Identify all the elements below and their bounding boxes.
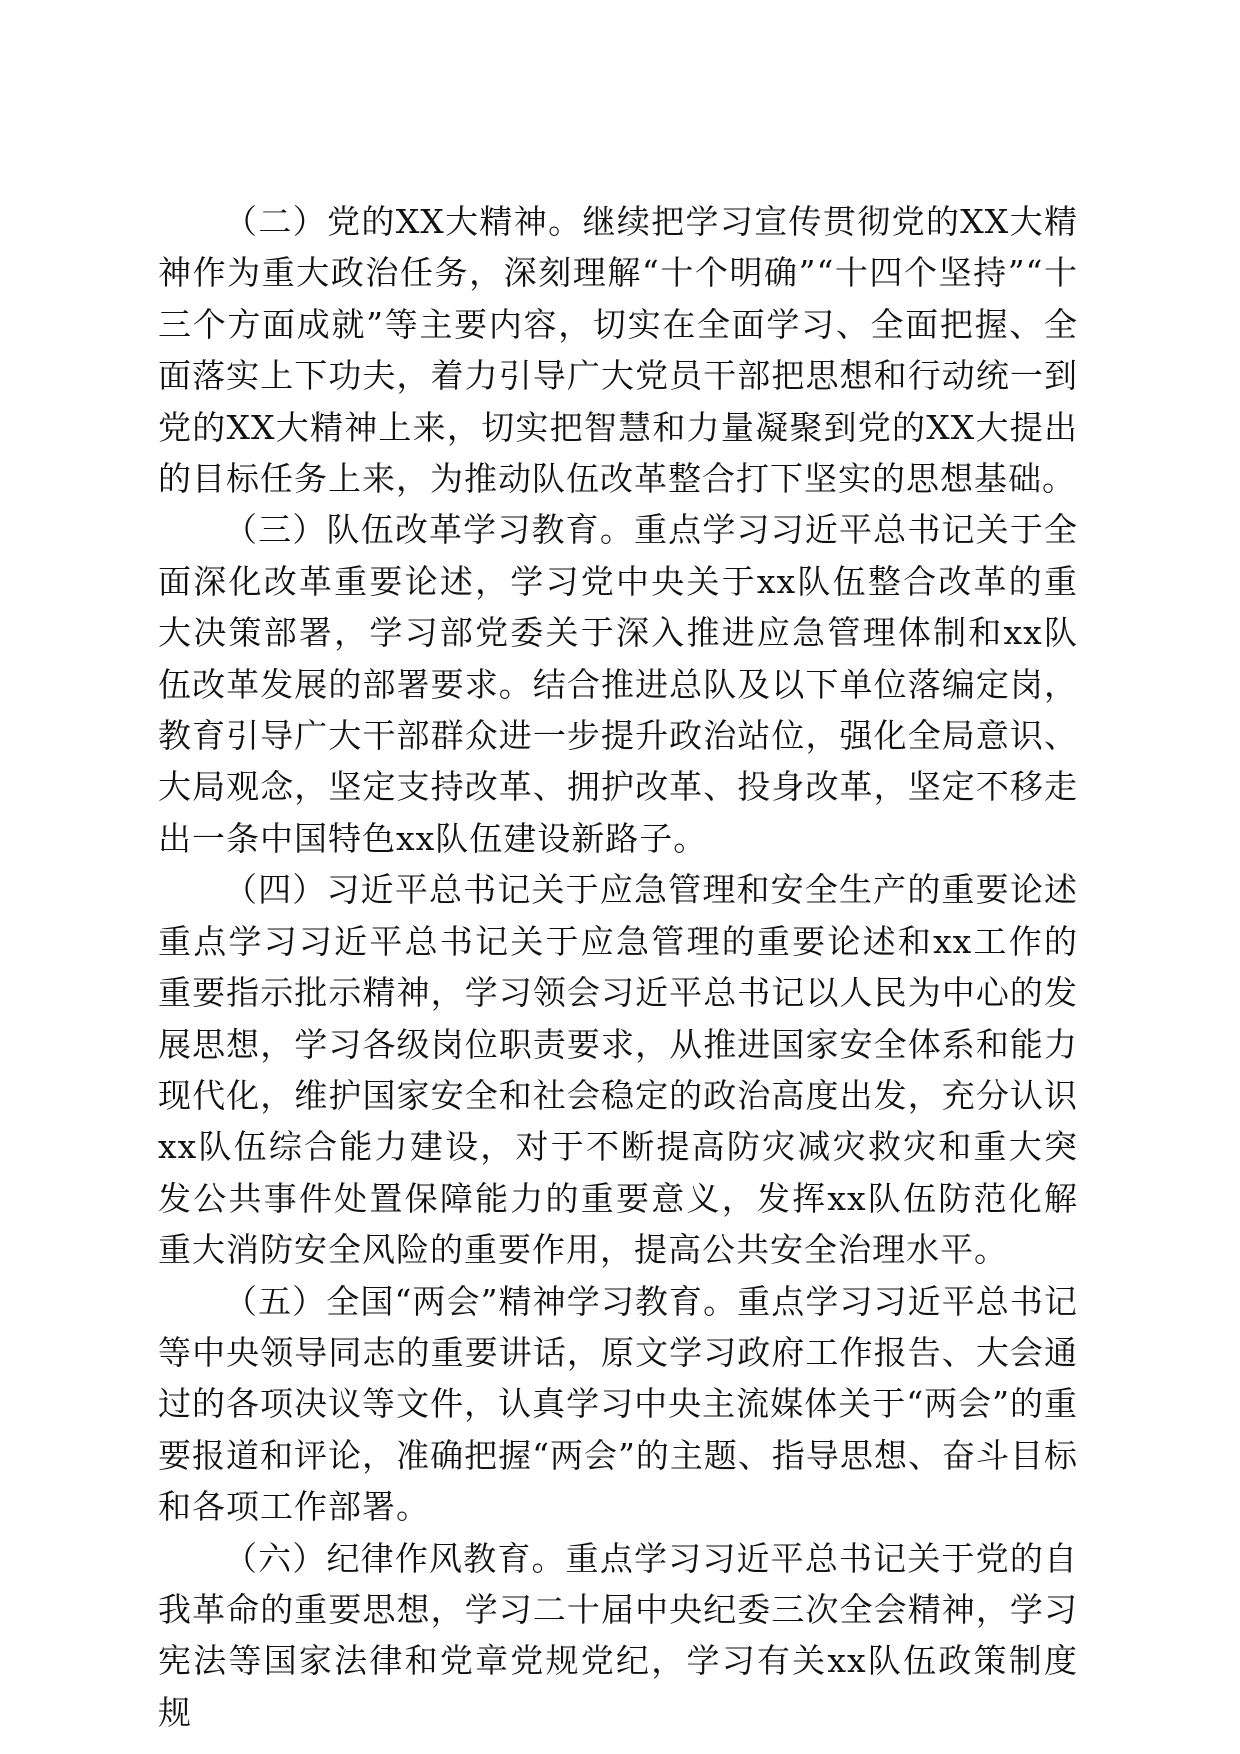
paragraph-section-2: （二）党的XX大精神。继续把学习宣传贯彻党的XX大精神作为重大政治任务，深刻理解“十个明确”“十四个坚持”“十三个方面成就”等主要内容，切实在全面学习、全面把握、全面落实上下功夫，着力引导广大党员干部把思想和行动统一到党的XX大精神上来，切实把智慧和力量凝聚到党的XX大提出的目标任务上来，为推动队伍改革整合打下坚实的思想基础。 [158,202,1078,499]
paragraph-section-5: （五）全国“两会”精神学习教育。重点学习习近平总书记等中央领导同志的重要讲话，原文学习政府工作报告、大会通过的各项决议等文件，认真学习中央主流媒体关于“两会”的重要报道和评论，准确把握“两会”的主题、指导思想、奋斗目标和各项工作部署。 [158,1281,1078,1527]
document-body [158,196,1078,1738]
paragraph-section-3: （三）队伍改革学习教育。重点学习习近平总书记关于全面深化改革重要论述，学习党中央关于xx队伍整合改革的重大决策部署，学习部党委关于深入推进应急管理体制和xx队伍改革发展的部署要求。结合推进总队及以下单位落编定岗，教育引导广大干部群众进一步提升政治站位，强化全局意识、大局观念，坚定支持改革、拥护改革、投身改革，坚定不移走出一条中国特色xx队伍建设新路子。 [158,510,1078,858]
paragraph-section-4: （四）习近平总书记关于应急管理和安全生产的重要论述重点学习习近平总书记关于应急管理的重要论述和xx工作的重要指示批示精神，学习领会习近平总书记以人民为中心的发展思想，学习各级岗位职责要求，从推进国家安全体系和能力现代化，维护国家安全和社会稳定的政治高度出发，充分认识xx队伍综合能力建设，对于不断提高防灾减灾救灾和重大突发公共事件处置保障能力的重要意义，发挥xx队伍防范化解重大消防安全风险的重要作用，提高公共安全治理水平。 [158,870,1078,1270]
paragraph-section-6: （六）纪律作风教育。重点学习习近平总书记关于党的自我革命的重要思想，学习二十届中央纪委三次全会精神，学习宪法等国家法律和党章党规党纪，学习有关xx队伍政策制度规 [158,1538,1078,1732]
